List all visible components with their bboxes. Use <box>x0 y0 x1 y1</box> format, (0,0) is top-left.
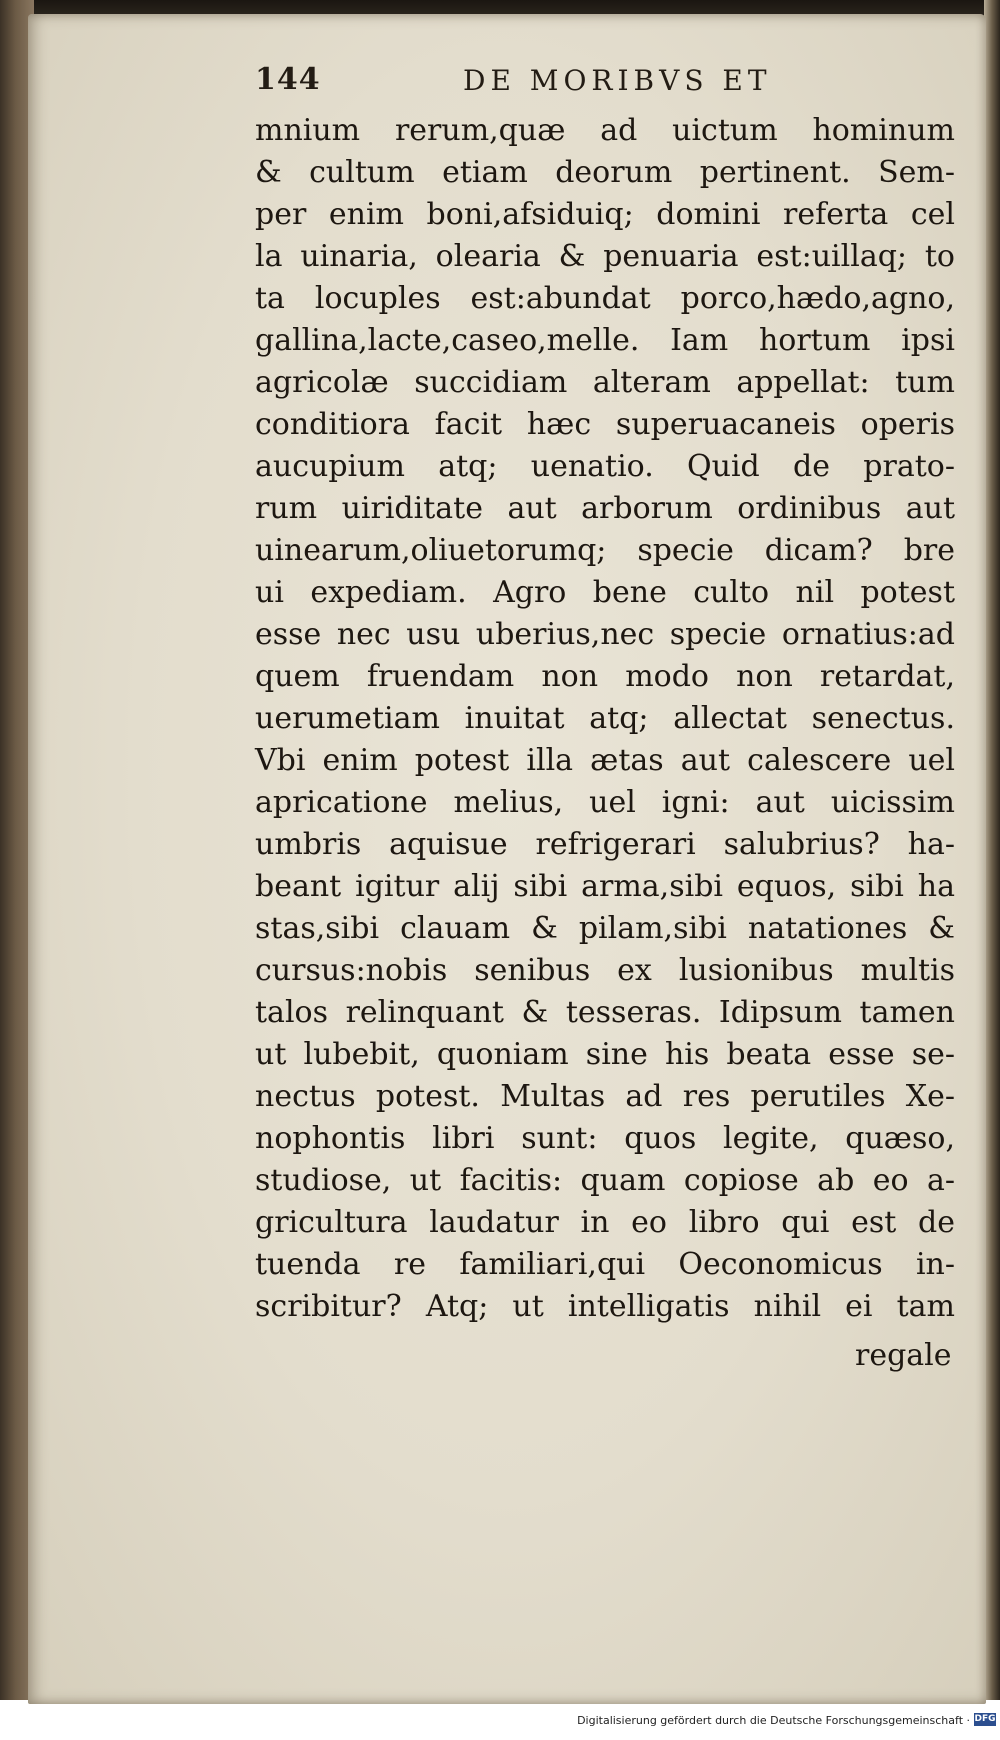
body-text <box>255 110 955 1328</box>
text-line: per enim boni,afsiduiq; domini referta cel <box>255 197 955 232</box>
catchword: regale <box>855 1338 952 1373</box>
text-line: & cultum etiam deorum pertinent. Sem- <box>255 155 955 190</box>
text-line: quem fruendam non modo non retardat, <box>255 659 955 694</box>
text-line: esse nec usu uberius,nec specie ornatius:ad <box>255 617 955 652</box>
text-line: agricolæ succidiam alteram appellat: tum <box>255 365 955 400</box>
text-line: gricultura laudatur in eo libro qui est de <box>255 1205 955 1240</box>
text-line: apricatione melius, uel igni: aut uicissim <box>255 785 955 820</box>
text-line: mnium rerum,quæ ad uictum hominum <box>255 113 955 148</box>
text-line: ta locuples est:abundat porco,hædo,agno, <box>255 281 955 316</box>
text-line: studiose, ut facitis: quam copiose ab eo a- <box>255 1163 955 1198</box>
text-line: gallina,lacte,caseo,melle. Iam hortum ipsi <box>255 323 955 358</box>
text-line: talos relinquant & tesseras. Idipsum tamen <box>255 995 955 1030</box>
text-line: scribitur? Atq; ut intelligatis nihil ei tam <box>255 1289 955 1324</box>
page-right-edge <box>984 0 1000 1700</box>
page-header <box>255 62 815 102</box>
text-line: nectus potest. Multas ad res perutiles Xe- <box>255 1079 955 1114</box>
text-line: umbris aquisue refrigerari salubrius? ha- <box>255 827 955 862</box>
text-line: conditiora facit hæc superuacaneis operis <box>255 407 955 442</box>
page-number: 144 <box>255 62 321 97</box>
text-line: la uinaria, olearia & penuaria est:uillaq; to <box>255 239 955 274</box>
text-line: stas,sibi clauam & pilam,sibi natationes & <box>255 911 955 946</box>
text-line: aucupium atq; uenatio. Quid de prato- <box>255 449 955 484</box>
text-line: tuenda re familiari,qui Oeconomicus in- <box>255 1247 955 1282</box>
text-line: cursus:nobis senibus ex lusionibus multis <box>255 953 955 988</box>
text-line: rum uiriditate aut arborum ordinibus aut <box>255 491 955 526</box>
text-line: uerumetiam inuitat atq; allectat senectus. <box>255 701 955 736</box>
running-head: DE MORIBVS ET <box>463 64 772 97</box>
digitization-credit: Digitalisierung gefördert durch die Deutsche Forschungsgemeinschaft · <box>577 1714 970 1727</box>
text-line: uinearum,oliuetorumq; specie dicam? bre <box>255 533 955 568</box>
text-line: Vbi enim potest illa ætas aut calescere uel <box>255 743 955 778</box>
dfg-logo-icon: DFG <box>974 1714 996 1724</box>
text-line: nophontis libri sunt: quos legite, quæso, <box>255 1121 955 1156</box>
text-line: beant igitur alij sibi arma,sibi equos, sibi ha <box>255 869 955 904</box>
text-line: ui expediam. Agro bene culto nil potest <box>255 575 955 610</box>
text-line: ut lubebit, quoniam sine his beata esse se- <box>255 1037 955 1072</box>
